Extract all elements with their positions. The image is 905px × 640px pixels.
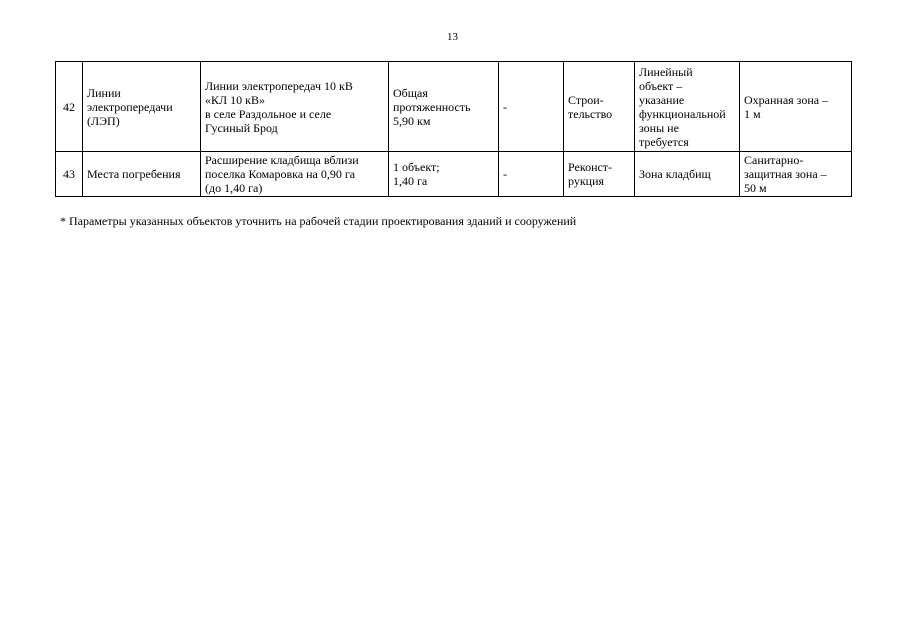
cell-dash: - [499, 152, 564, 197]
cell-status: Строи- тельство [564, 62, 635, 152]
footnote: * Параметры указанных объектов уточнить на рабочей стадии проектирования зданий и сооружений [60, 214, 577, 228]
objects-table [55, 61, 852, 197]
cell-dash: - [499, 62, 564, 152]
cell-zone-type: Линейный объект – указание функциональной зоны не требуется [635, 62, 740, 152]
page-number: 13 [447, 31, 458, 43]
cell-zone-type: Зона кладбищ [635, 152, 740, 197]
cell-number: 42 [56, 62, 83, 152]
cell-status: Реконст- рукция [564, 152, 635, 197]
cell-restriction-zone: Санитарно- защитная зона – 50 м [740, 152, 852, 197]
cell-characteristics: Общая протяженность 5,90 км [389, 62, 499, 152]
cell-number: 43 [56, 152, 83, 197]
cell-object-description: Расширение кладбища вблизи поселка Комаровка на 0,90 га (до 1,40 га) [201, 152, 389, 197]
cell-object-name: Линии электропередачи (ЛЭП) [83, 62, 201, 152]
cell-object-description: Линии электропередач 10 кВ «КЛ 10 кВ» в селе Раздольное и селе Гусиный Брод [201, 62, 389, 152]
table-row [56, 152, 852, 197]
cell-object-name: Места погребения [83, 152, 201, 197]
cell-characteristics: 1 объект; 1,40 га [389, 152, 499, 197]
cell-restriction-zone: Охранная зона – 1 м [740, 62, 852, 152]
table-row [56, 62, 852, 152]
